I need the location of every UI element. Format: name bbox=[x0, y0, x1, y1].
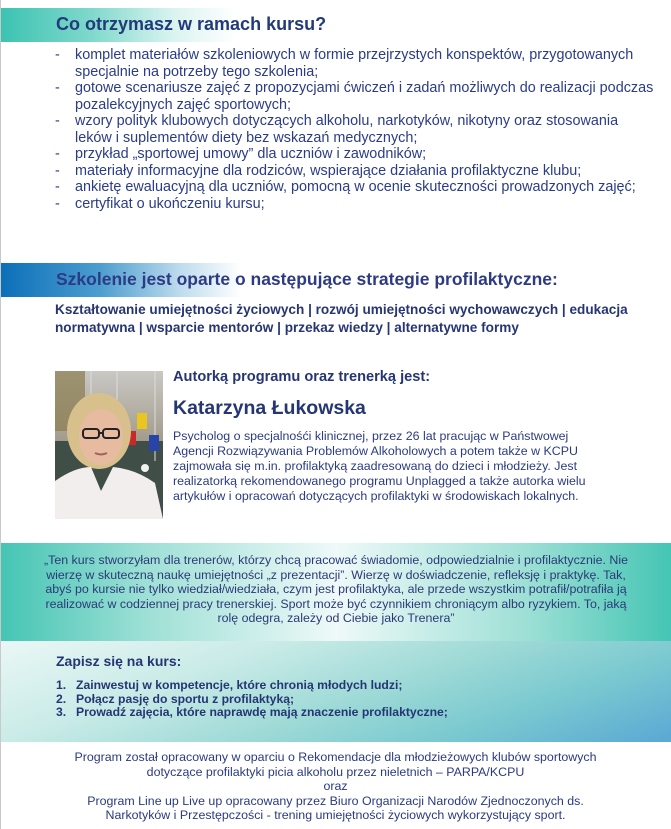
footer-line: Program został opracowany w oparciu o Rekomendacje dla młodzieżowych klubów sportowych bbox=[74, 750, 597, 764]
author-intro: Autorką programu oraz trenerką jest: bbox=[173, 369, 431, 385]
signup-list-item bbox=[56, 679, 448, 693]
signup-item-text: Połącz pasję do sportu z profilaktyką; bbox=[76, 691, 295, 706]
benefits-item-text: komplet materiałów szkoleniowych w formie przejrzystych konspektów, przygotowanych specjalnie na potrzeby tego szkolenia; bbox=[75, 47, 634, 80]
signup-band bbox=[1, 641, 671, 742]
author-portrait-image bbox=[55, 371, 163, 519]
benefits-item-text: materiały informacyjne dla rodziców, wspierające działania profilaktyczne klubu; bbox=[75, 162, 582, 179]
dash-bullet-icon: - bbox=[55, 162, 60, 179]
author-photo bbox=[55, 371, 163, 519]
benefits-list-item bbox=[55, 47, 655, 80]
benefits-list-item bbox=[55, 179, 655, 196]
list-number: 3. bbox=[56, 705, 67, 719]
benefits-list bbox=[55, 47, 655, 212]
dash-bullet-icon: - bbox=[55, 80, 60, 96]
signup-list bbox=[56, 679, 448, 720]
signup-title: Zapisz się na kurs: bbox=[56, 653, 182, 669]
benefits-list-item bbox=[55, 196, 655, 213]
benefits-list-item bbox=[55, 113, 655, 146]
list-number: 2. bbox=[56, 691, 67, 706]
quote-band bbox=[1, 543, 671, 641]
footer-line: Program Line up Live up opracowany przez Biuro Organizacji Narodów Zjednoczonych ds. bbox=[87, 793, 584, 808]
benefits-list-item bbox=[55, 80, 655, 113]
author-bio: Psycholog o specjalnośći klinicznej, przez 26 lat pracując w Państwowej Agencji Rozwiązywania Problemów Alkoholowych a potem także w KCPU zajmowała się m.in. profilaktyką zaadresowaną do dzieci i młodzieży. Jest realizatorką rekomendowanego programu Unplagged a także autorka wielu artykułów i opracowań dotyczących profilaktyki w środowiskach lokalnych. bbox=[173, 429, 586, 503]
benefits-list-item bbox=[55, 163, 655, 180]
list-number: 1. bbox=[56, 678, 67, 692]
signup-list-item bbox=[56, 693, 448, 707]
dash-bullet-icon: - bbox=[55, 179, 60, 195]
strategies-title: Szkolenie jest oparte o następujące strategie profilaktyczne: bbox=[56, 269, 558, 289]
footer-line: dotyczące profilaktyki picia alkoholu przez nieletnich – PARPA/KCPU bbox=[146, 764, 525, 779]
benefits-item-text: ankietę ewaluacyjną dla uczniów, pomocną w ocenie skuteczności prowadzonych zajęć; bbox=[75, 179, 636, 195]
strategies-text: Kształtowanie umiejętności życiowych | rozwój umiejętności wychowawczych | edukacja normatywna | wsparcie mentorów | przekaz wiedzy | alternatywne formy bbox=[55, 302, 628, 335]
footer-line: Narkotyków i Przestępczości - trening umiejętności życiowych wykorzystujący sport. bbox=[105, 808, 566, 822]
benefits-item-text: wzory polityk klubowych dotyczących alkoholu, narkotyków, nikotyny oraz stosowania leków i suplementów diety bez wskazań medycznych; bbox=[75, 113, 619, 146]
signup-list-item bbox=[56, 706, 448, 720]
dash-bullet-icon: - bbox=[55, 195, 60, 212]
benefits-title: Co otrzymasz w ramach kursu? bbox=[56, 14, 327, 34]
signup-item-text: Zainwestuj w kompetencje, które chronią młodych ludzi; bbox=[76, 678, 403, 692]
benefits-header-band bbox=[1, 8, 671, 42]
benefits-list-item bbox=[55, 146, 655, 163]
program-basis-footer bbox=[20, 750, 651, 823]
benefits-item-text: certyfikat o ukończeniu kursu; bbox=[75, 195, 265, 212]
signup-item-text: Prowadź zajęcia, które naprawdę mają znaczenie profilaktyczne; bbox=[76, 705, 448, 719]
strategies-header-band bbox=[1, 263, 671, 297]
dash-bullet-icon: - bbox=[55, 47, 60, 63]
dash-bullet-icon: - bbox=[55, 113, 60, 129]
footer-line: oraz bbox=[323, 779, 348, 793]
author-name: Katarzyna Łukowska bbox=[173, 397, 366, 419]
benefits-item-text: przykład „sportowej umowy” dla uczniów i zawodników; bbox=[75, 146, 427, 162]
benefits-item-text: gotowe scenariusze zajęć z propozycjami ćwiczeń i zadań możliwych do realizacji podczas pozalekcyjnych zajęć sportowych; bbox=[75, 80, 654, 113]
author-quote: „Ten kurs stworzyłam dla trenerów, którzy chcą pracować świadomie, odpowiedzialnie i profilaktycznie. Nie wierzę w skuteczną naukę umiejętności „z prezentacji”. Wierzę w doświadczenie, refleksję i praktykę. Tak, abyś po kursie nie tylko wiedział/wiedziała, czym jest profilaktyka, ale przede wszystkim potrafił/potrafiła ją realizować w codziennej pracy trenerskiej. Sport może być czynnikiem chroniącym albo ryzykiem. To, jaką rolę odegra, zależy od Ciebie jako Trenera” bbox=[44, 553, 628, 626]
dash-bullet-icon: - bbox=[55, 146, 60, 162]
